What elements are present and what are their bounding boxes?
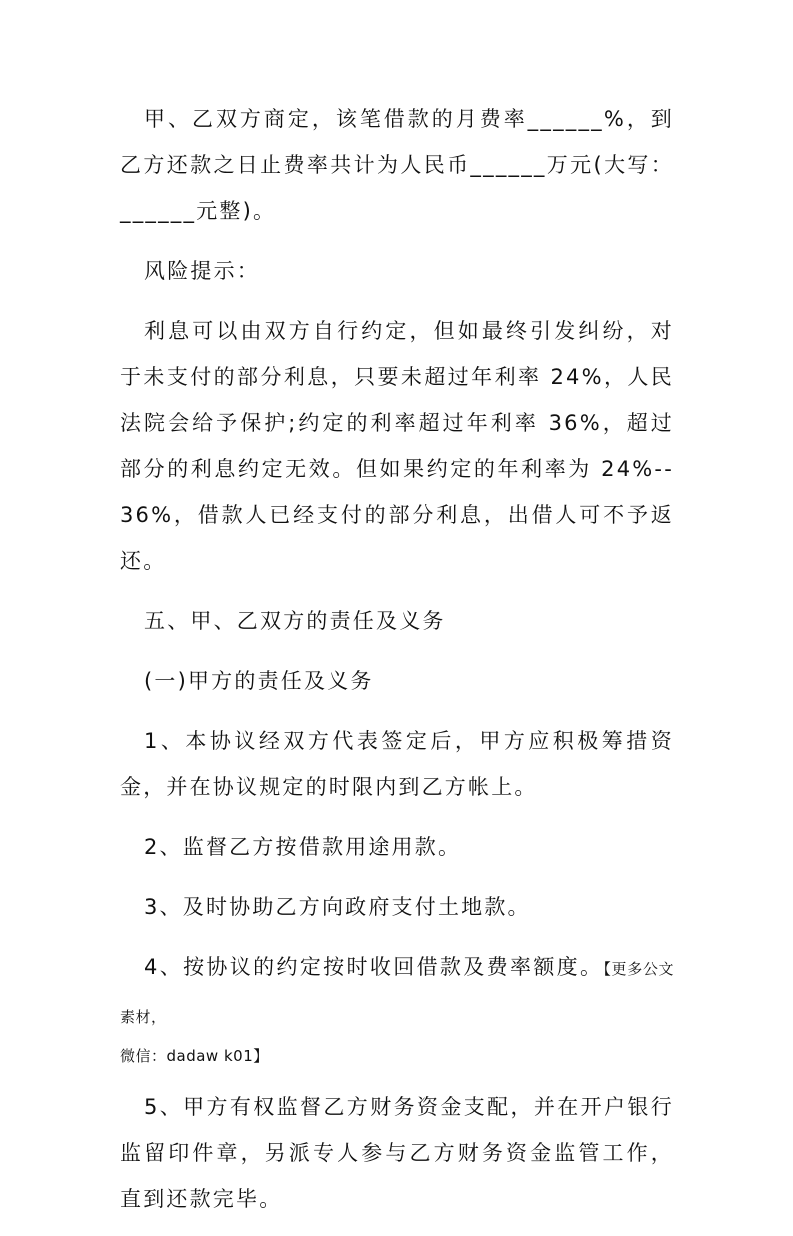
paragraph-fee-rate: 甲、乙双方商定，该笔借款的月费率______%，到乙方还款之日止费率共计为人民币______万元(大写：______元整)。 (120, 107, 674, 223)
clause-4 (120, 944, 674, 1040)
clause-4-text: 4、按协议的约定按时收回借款及费率额度。 (144, 955, 604, 979)
risk-notice-heading: 风险提示： (144, 259, 260, 283)
section-five-heading: 五、甲、乙双方的责任及义务 (144, 609, 446, 633)
clause-5: 5、甲方有权监督乙方财务资金支配，并在开户银行监留印件章，另派专人参与乙方财务资金监管工作，直到还款完毕。 (120, 1095, 674, 1211)
clause-2: 2、监督乙方按借款用途用款。 (144, 835, 462, 859)
paragraph-risk-notice: 利息可以由双方自行约定，但如最终引发纠纷，对于未支付的部分利息，只要未超过年利率 24%，人民法院会给予保护;约定的利率超过年利率 36%，超过部分的利息约定无效。但如果约定的年利率为 24%--36%，借款人已经支付的部分利息，出借人可不予返还。 (120, 319, 674, 573)
subsection-party-a-heading: (一)甲方的责任及义务 (144, 669, 374, 693)
material-note-start: 【更多公文素材， (120, 960, 674, 1026)
document-body (120, 96, 674, 1236)
clause-3: 3、及时协助乙方向政府支付土地款。 (144, 895, 531, 919)
material-note-end: 微信：dadaw k01】 (120, 1047, 269, 1065)
clause-1: 1、本协议经双方代表签定后，甲方应积极筹措资金，并在协议规定的时限内到乙方帐上。 (120, 729, 674, 799)
